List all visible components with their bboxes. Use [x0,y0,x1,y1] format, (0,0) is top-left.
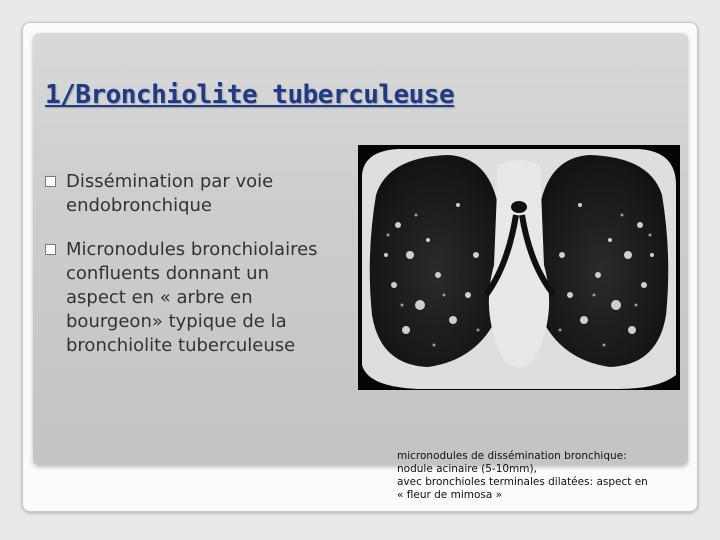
bullet-line: confluents donnant un [66,263,269,284]
bullet-list [45,170,365,378]
bullet-line: Dissémination par voie [66,171,274,192]
bullet-line: bourgeon» typique de la [66,311,287,332]
bullet-item-dissemination [45,170,365,218]
bullet-line: bronchiolite tuberculeuse [66,335,296,356]
bullet-line: endobronchique [66,195,212,216]
caption-line: micronodules de dissémination bronchique: [397,450,627,462]
caption-line: avec bronchioles terminales dilatées: aspect en [397,476,648,488]
image-caption [397,450,687,502]
slide-title: 1/Bronchiolite tuberculeuse [45,80,455,110]
caption-line: « fleur de mimosa » [397,489,503,501]
caption-line: nodule acinaire (5-10mm), [397,463,537,475]
ct-scan-drawing [358,145,680,390]
checkbox-bullet-icon [45,244,56,255]
checkbox-bullet-icon [45,176,56,187]
bullet-item-micronodules [45,238,365,358]
ct-scan-image [358,145,680,390]
bullet-line: Micronodules bronchiolaires [66,239,318,260]
bullet-line: aspect en « arbre en [66,287,253,308]
